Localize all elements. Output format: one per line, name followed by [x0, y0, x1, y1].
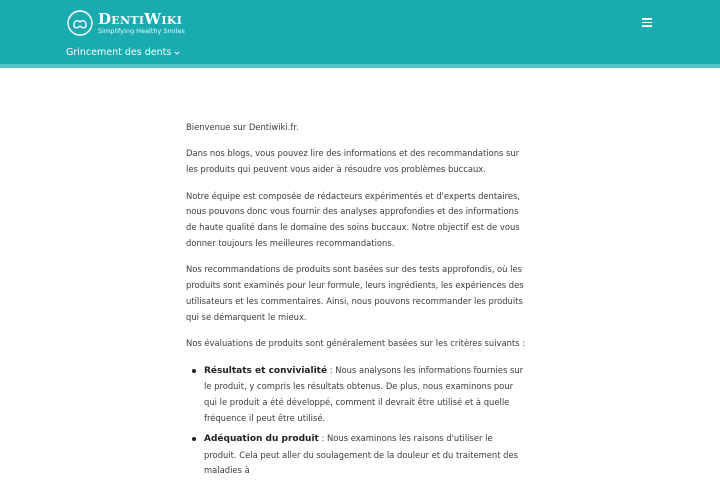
paragraph-team: Notre équipe est composée de rédacteurs expérimentés et d'experts dentaires, nous pouvons donc vous fournir des analyses approfondies et des informations de haute qualité dans le domaine des soins buccaux. Notre objectif est de vous donner toujours les meilleures recommandations.: [186, 190, 521, 248]
criteria-text: : Nous analysons les informations fournies sur le produit, y compris les résultats obtenus. De plus, nous examinons pour qui le produit a été développé, comment il devrait être utilisé et à quelle fréquence il peut être utilisé.: [204, 364, 524, 423]
bullet-dot: [192, 369, 196, 373]
list-item: [186, 363, 526, 427]
bullet-dot: [192, 437, 196, 441]
article-content: [186, 120, 526, 483]
paragraph-welcome: Bienvenue sur Dentiwiki.fr.: [186, 122, 299, 132]
tooth-logo-icon: [66, 9, 94, 37]
hamburger-menu-icon[interactable]: [640, 16, 654, 28]
menu-line: [642, 25, 652, 27]
brand-tagline: Simplifying Healthy Smiles: [98, 26, 185, 35]
nav-item-label: Grincement des dents: [66, 47, 172, 58]
header-divider: [0, 64, 720, 68]
criteria-title: Résultats et convivialité: [204, 365, 328, 376]
criteria-list: [186, 363, 526, 480]
nav-item-grincement[interactable]: [66, 47, 180, 58]
paragraph-blogs: Dans nos blogs, vous pouvez lire des informations et des recommandations sur les produits qui peuvent vous aider à résoudre vos problèmes buccaux.: [186, 148, 520, 175]
site-header: [0, 0, 720, 64]
criteria-title: Adéquation du produit: [204, 433, 319, 444]
chevron-down-icon: [174, 50, 180, 56]
paragraph-criteria-intro: Nos évaluations de produits sont généralement basées sur les critères suivants :: [186, 338, 526, 349]
menu-line: [642, 22, 652, 24]
logo-text: [98, 11, 185, 36]
criteria-text: : Nous examinons les raisons d'utiliser le produit. Cela peut aller du soulagement de la douleur et du traitement des maladies à: [204, 432, 519, 476]
menu-line: [642, 18, 652, 20]
brand-name: DentiWiki: [98, 9, 183, 28]
list-item: [186, 431, 526, 479]
paragraph-recommendations: Nos recommandations de produits sont basées sur des tests approfondis, où les produits sont examinés pour leur formule, leurs ingrédients, les expériences des utilisateurs et les commentaires. Ainsi, nous pouvons recommander les produits qui se démarquent le mieux.: [186, 264, 524, 322]
site-logo[interactable]: [66, 8, 185, 38]
